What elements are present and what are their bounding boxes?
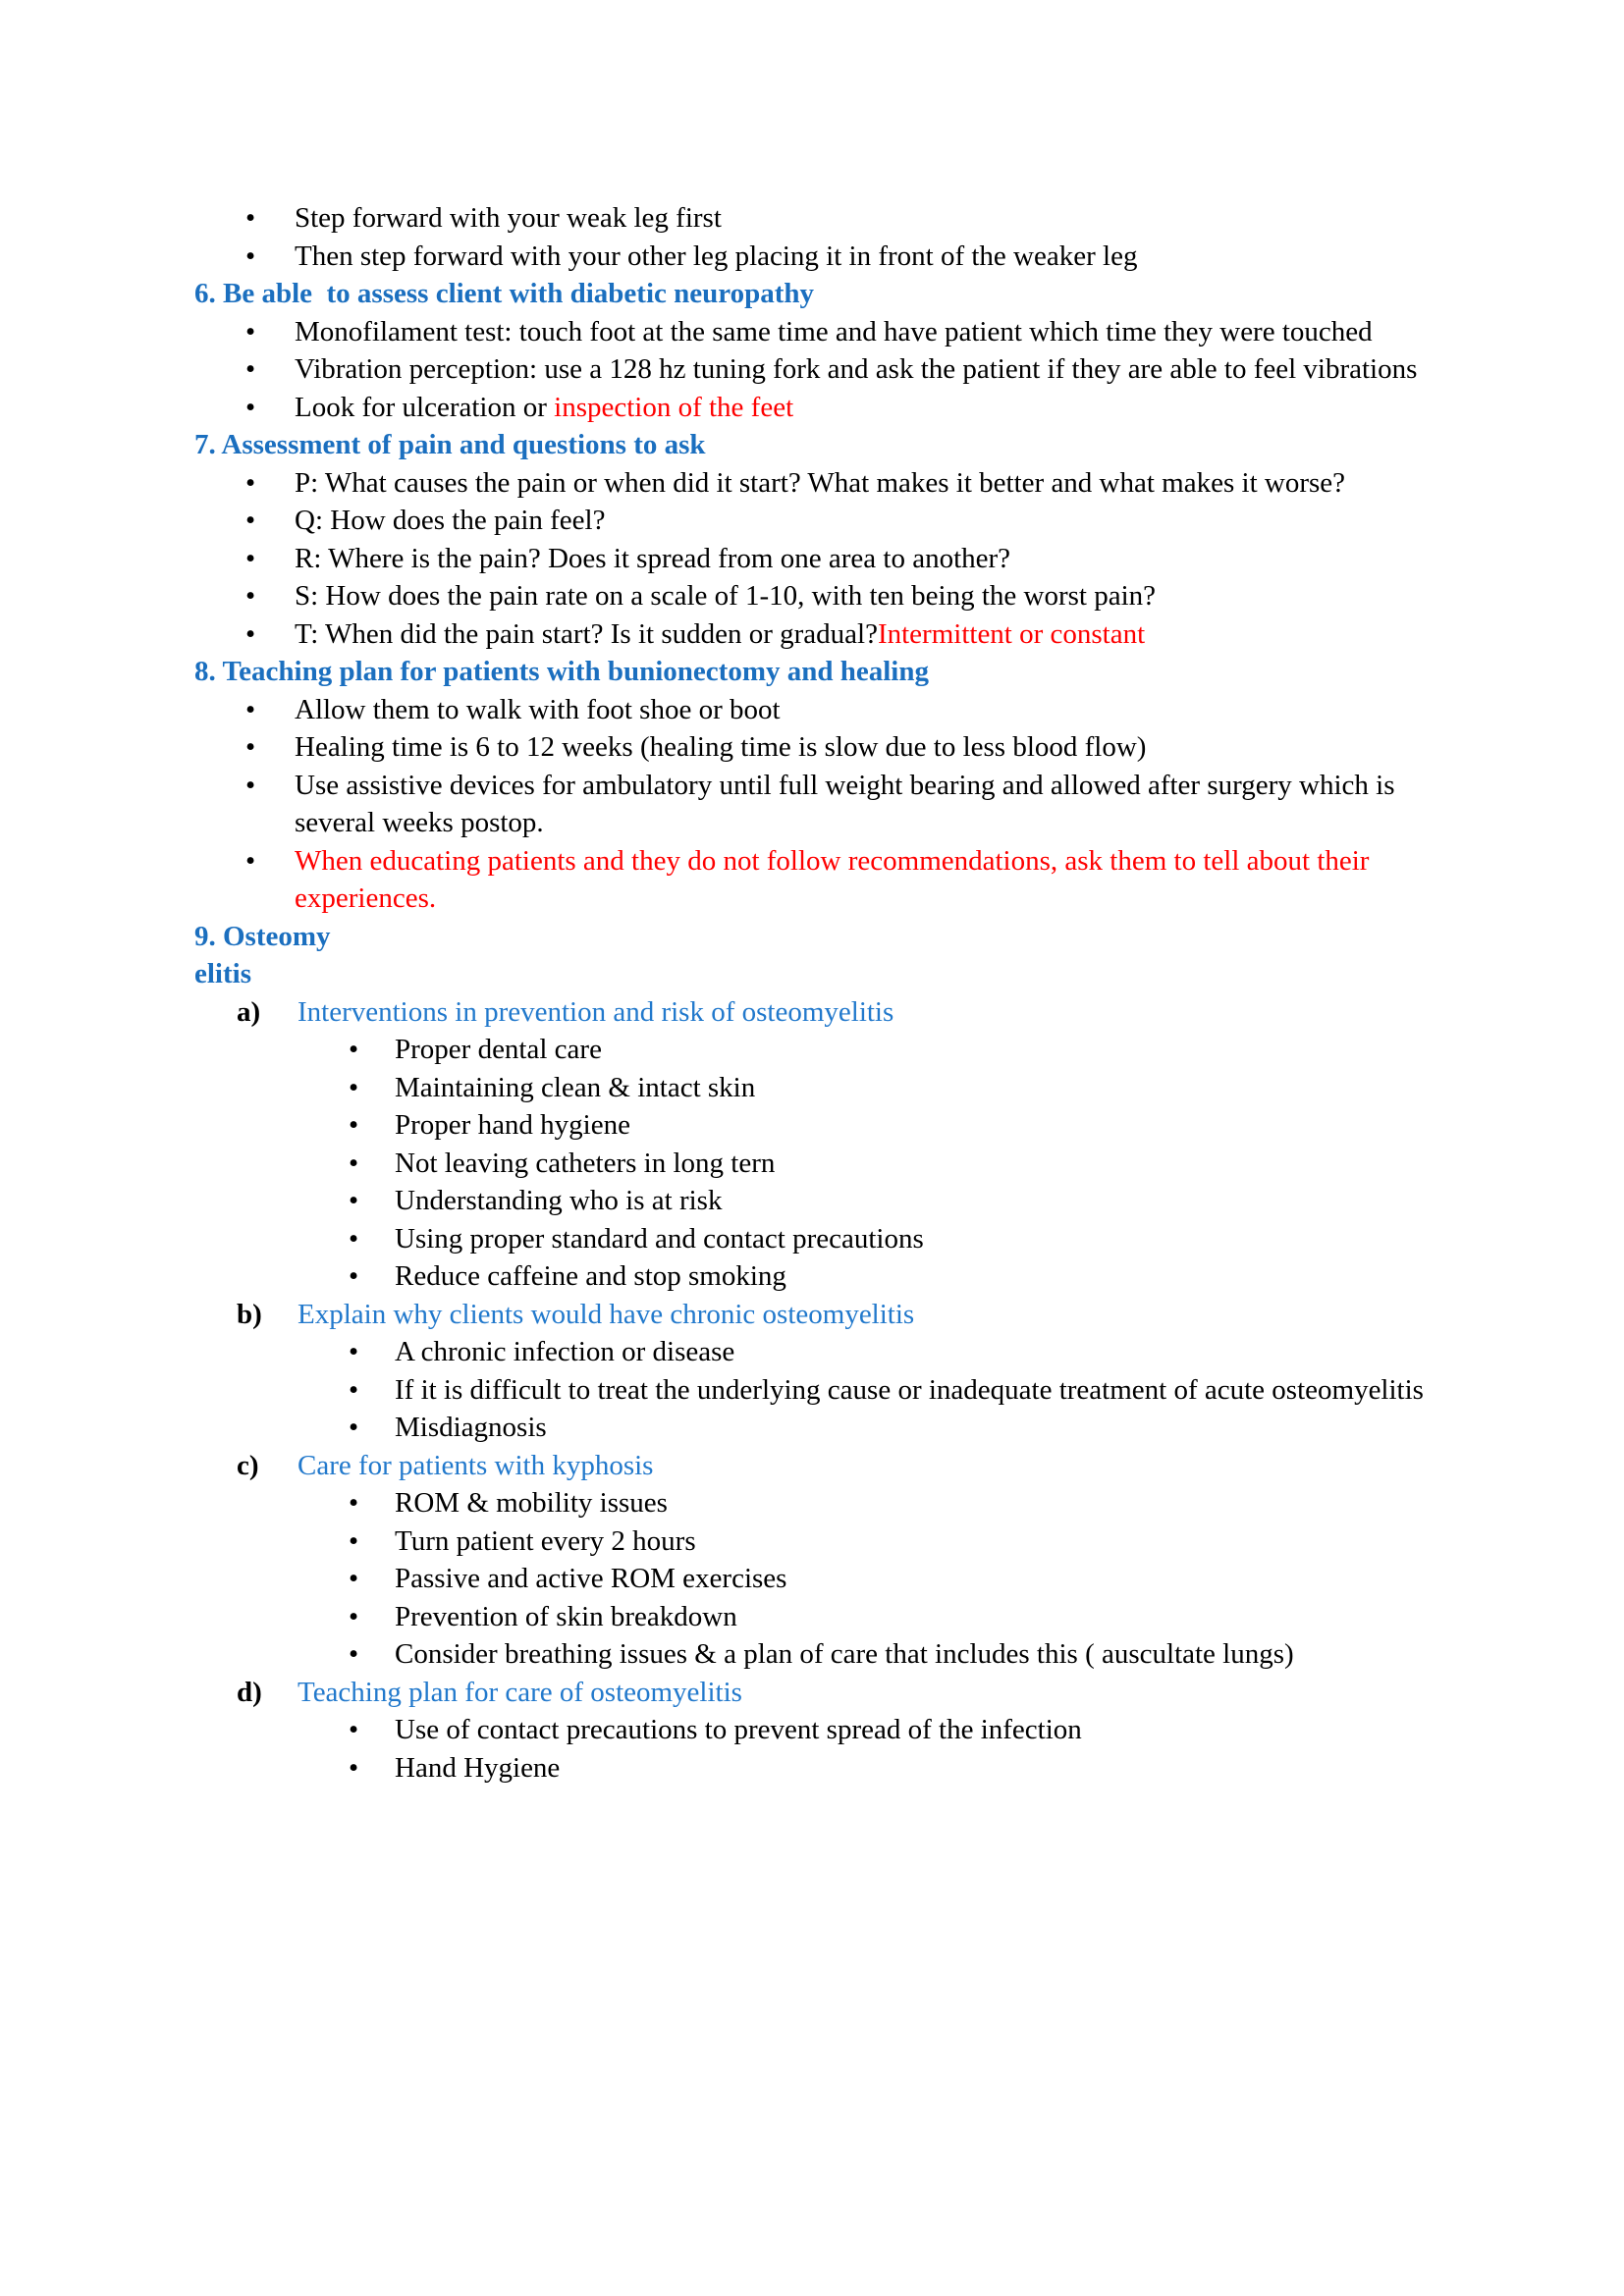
bullet-icon: • xyxy=(349,1563,359,1594)
list-item xyxy=(245,767,1457,842)
list-item xyxy=(245,728,1457,767)
list-item xyxy=(245,615,1457,654)
text-red-segment: Intermittent or constant xyxy=(877,617,1146,650)
bullet-icon: • xyxy=(349,1147,359,1179)
lettered-item-a xyxy=(237,993,1457,1032)
bullet-icon: • xyxy=(349,1034,359,1065)
sub-list-item xyxy=(349,1031,1477,1069)
bullet-icon: • xyxy=(245,844,256,877)
list-item-text: Step forward with your weak leg first xyxy=(295,202,722,234)
list-item xyxy=(245,502,1457,540)
sub-list-item-text: Reduce caffeine and stop smoking xyxy=(395,1260,786,1292)
bullet-icon: • xyxy=(349,1412,359,1443)
sub-list-item-text: Prevention of skin breakdown xyxy=(395,1600,737,1632)
lettered-item-c xyxy=(237,1447,1457,1485)
sub-list-item-text: Consider breathing issues & a plan of care that includes this ( auscultate lungs) xyxy=(395,1638,1294,1670)
bullet-icon: • xyxy=(245,240,256,272)
bullet-icon: • xyxy=(245,466,256,499)
list-item-text: R: Where is the pain? Does it spread from one area to another? xyxy=(295,542,1011,574)
list-item xyxy=(245,540,1457,578)
section-8-heading: 8. Teaching plan for patients with bunionectomy and healing xyxy=(194,656,929,687)
sub-list-item xyxy=(349,1711,1477,1749)
bullet-icon: • xyxy=(349,1222,359,1255)
lettered-item-title: Interventions in prevention and risk of osteomyelitis xyxy=(298,995,894,1028)
section-6-heading: 6. Be able to assess client with diabetic neuropathy xyxy=(194,278,815,309)
bullet-icon: • xyxy=(349,1524,359,1557)
bullet-icon: • xyxy=(245,693,256,725)
bullet-icon: • xyxy=(349,1109,359,1141)
list-item xyxy=(245,389,1457,427)
list-item-text-red: When educating patients and they do not follow recommendations, ask them to tell about their experiences. xyxy=(295,844,1377,914)
sub-list-item-text: Not leaving catheters in long tern xyxy=(395,1147,776,1179)
bullet-icon: • xyxy=(349,1185,359,1216)
list-item xyxy=(245,842,1457,918)
sub-list-item xyxy=(349,1182,1477,1220)
sub-list-item xyxy=(349,1220,1477,1258)
list-item xyxy=(245,238,1457,276)
bullet-icon: • xyxy=(349,1600,359,1632)
letter-label: d) xyxy=(237,1676,262,1708)
sub-list-item-text: Using proper standard and contact precautions xyxy=(395,1222,924,1255)
sub-list-item xyxy=(349,1598,1477,1636)
text-black-segment: Look for ulceration or xyxy=(295,391,555,423)
list-item xyxy=(245,350,1457,389)
bullet-icon: • xyxy=(245,617,256,650)
bullet-icon: • xyxy=(245,731,256,763)
letter-label: b) xyxy=(237,1298,262,1330)
bullet-icon: • xyxy=(349,1751,359,1784)
list-item xyxy=(245,464,1457,503)
sub-list-item-text: Turn patient every 2 hours xyxy=(395,1524,696,1557)
sub-list-item xyxy=(349,1257,1477,1296)
bullet-icon: • xyxy=(349,1487,359,1519)
bullet-icon: • xyxy=(245,542,256,574)
sub-list-item-text: ROM & mobility issues xyxy=(395,1487,668,1519)
section-9-heading-line-1: 9. Osteomy xyxy=(194,920,331,952)
lettered-item-title: Teaching plan for care of osteomyelitis xyxy=(298,1676,742,1708)
sub-list-item-text: Proper hand hygiene xyxy=(395,1109,630,1141)
lettered-item-b xyxy=(237,1296,1457,1334)
sub-list-item xyxy=(349,1409,1477,1447)
text-red-segment: inspection of the feet xyxy=(554,391,794,423)
sub-list-item xyxy=(349,1145,1477,1183)
sub-list-item-text: If it is difficult to treat the underlying cause or inadequate treatment of acute osteomyelitis xyxy=(395,1373,1424,1406)
list-item-text: Q: How does the pain feel? xyxy=(295,505,606,536)
list-item-text: P: What causes the pain or when did it start? What makes it better and what makes it worse? xyxy=(295,466,1346,499)
list-item-text: Then step forward with your other leg placing it in front of the weaker leg xyxy=(295,240,1138,272)
lettered-item-d xyxy=(237,1674,1457,1712)
bullet-icon: • xyxy=(349,1638,359,1670)
sub-list-item xyxy=(349,1749,1477,1788)
list-item xyxy=(245,313,1457,351)
bullet-icon: • xyxy=(245,769,256,801)
document-body xyxy=(0,199,1624,1787)
bullet-icon: • xyxy=(245,315,256,347)
bullet-icon: • xyxy=(349,1071,359,1103)
sub-list-item-text: Proper dental care xyxy=(395,1034,602,1065)
list-item xyxy=(245,577,1457,615)
sub-list-item-text: Passive and active ROM exercises xyxy=(395,1563,787,1594)
bullet-icon: • xyxy=(349,1714,359,1745)
sub-list-item-text: Understanding who is at risk xyxy=(395,1185,723,1216)
list-item-text xyxy=(295,618,1145,650)
list-item-text: Vibration perception: use a 128 hz tuning fork and ask the patient if they are able to feel vibrations xyxy=(295,353,1418,385)
list-item-text: S: How does the pain rate on a scale of 1-10, with ten being the worst pain? xyxy=(295,580,1157,612)
bullet-icon: • xyxy=(349,1336,359,1367)
list-item-text: Healing time is 6 to 12 weeks (healing time is slow due to less blood flow) xyxy=(295,731,1147,763)
sub-list-item xyxy=(349,1635,1477,1674)
sub-list-item xyxy=(349,1106,1477,1145)
sub-list-item xyxy=(349,1069,1477,1107)
sub-list-item xyxy=(349,1560,1477,1598)
bullet-icon: • xyxy=(349,1260,359,1292)
list-item xyxy=(245,691,1457,729)
bullet-icon: • xyxy=(349,1373,359,1406)
lettered-item-title: Care for patients with kyphosis xyxy=(298,1449,654,1481)
section-9-heading-line-2: elitis xyxy=(194,958,251,989)
sub-list-item xyxy=(349,1522,1477,1561)
text-black-segment: T: When did the pain start? Is it sudden or gradual? xyxy=(295,617,878,650)
section-7-heading: 7. Assessment of pain and questions to ask xyxy=(194,429,706,460)
list-item-text: Allow them to walk with foot shoe or boot xyxy=(295,693,781,725)
letter-label: a) xyxy=(237,995,261,1028)
sub-list-item xyxy=(349,1333,1477,1371)
lettered-item-title: Explain why clients would have chronic osteomyelitis xyxy=(298,1298,915,1330)
bullet-icon: • xyxy=(245,580,256,612)
list-item-text: Use assistive devices for ambulatory until full weight bearing and allowed after surgery which is several weeks postop. xyxy=(295,769,1402,838)
sub-list-item xyxy=(349,1371,1477,1410)
bullet-icon: • xyxy=(245,202,256,234)
list-item-text: Monofilament test: touch foot at the same time and have patient which time they were touched xyxy=(295,315,1373,347)
bullet-icon: • xyxy=(245,391,256,423)
list-item-text xyxy=(295,392,793,423)
sub-list-item-text: Misdiagnosis xyxy=(395,1412,547,1443)
bullet-icon: • xyxy=(245,505,256,536)
sub-list-item-text: Hand Hygiene xyxy=(395,1751,561,1784)
letter-label: c) xyxy=(237,1449,259,1481)
sub-list-item-text: A chronic infection or disease xyxy=(395,1336,735,1367)
sub-list-item-text: Use of contact precautions to prevent spread of the infection xyxy=(395,1714,1082,1745)
bullet-icon: • xyxy=(245,353,256,385)
sub-list-item xyxy=(349,1484,1477,1522)
list-item xyxy=(245,199,1457,238)
sub-list-item-text: Maintaining clean & intact skin xyxy=(395,1071,756,1103)
